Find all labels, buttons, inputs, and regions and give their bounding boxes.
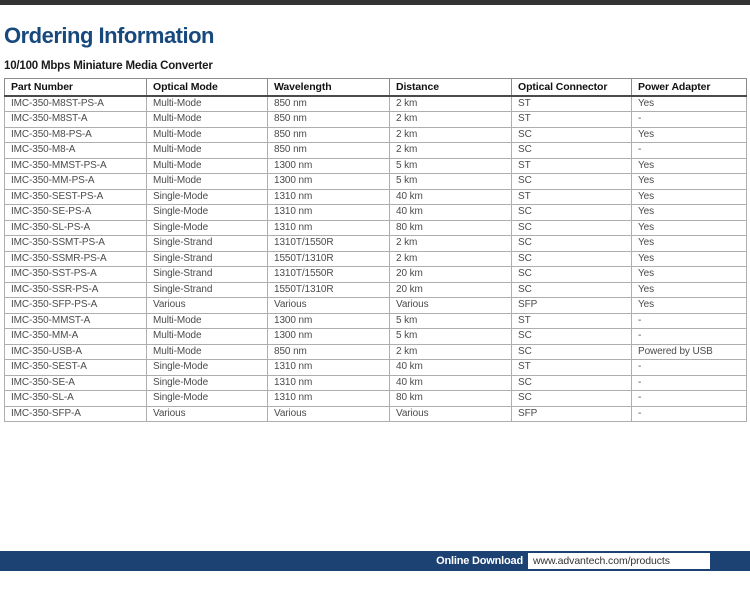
table-cell: 40 km: [390, 375, 512, 391]
table-cell: 2 km: [390, 112, 512, 128]
table-cell: 40 km: [390, 205, 512, 221]
top-bar: [0, 0, 750, 5]
table-cell: -: [632, 391, 747, 407]
table-cell: Multi-Mode: [147, 313, 268, 329]
table-cell: ST: [512, 189, 632, 205]
table-row: [5, 127, 747, 143]
table-row: [5, 174, 747, 190]
table-cell: 2 km: [390, 236, 512, 252]
table-cell: 40 km: [390, 360, 512, 376]
table-cell: 1310 nm: [268, 205, 390, 221]
table-cell: 1310 nm: [268, 189, 390, 205]
online-download-label: Online Download: [436, 555, 523, 567]
section-subtitle: 10/100 Mbps Miniature Media Converter: [4, 60, 213, 72]
table-cell: IMC-350-SSMR-PS-A: [5, 251, 147, 267]
table-cell: -: [632, 329, 747, 345]
table-cell: IMC-350-SL-A: [5, 391, 147, 407]
table-cell: 1310 nm: [268, 391, 390, 407]
table-cell: IMC-350-MM-PS-A: [5, 174, 147, 190]
table-cell: 1310T/1550R: [268, 236, 390, 252]
table-cell: IMC-350-SE-A: [5, 375, 147, 391]
table-cell: 1300 nm: [268, 174, 390, 190]
table-row: [5, 251, 747, 267]
table-cell: 5 km: [390, 329, 512, 345]
table-cell: 40 km: [390, 189, 512, 205]
table-cell: ST: [512, 360, 632, 376]
table-cell: Yes: [632, 298, 747, 314]
table-cell: Multi-Mode: [147, 143, 268, 159]
table-cell: Various: [390, 406, 512, 422]
table-cell: 850 nm: [268, 344, 390, 360]
table-cell: 2 km: [390, 143, 512, 159]
table-cell: Single-Mode: [147, 220, 268, 236]
table-cell: IMC-350-SFP-PS-A: [5, 298, 147, 314]
table-cell: 1310T/1550R: [268, 267, 390, 283]
column-header: Power Adapter: [632, 79, 747, 97]
table-cell: -: [632, 143, 747, 159]
table-cell: 5 km: [390, 158, 512, 174]
table-cell: Powered by USB: [632, 344, 747, 360]
table-cell: SC: [512, 282, 632, 298]
table-row: [5, 112, 747, 128]
table-cell: 20 km: [390, 282, 512, 298]
table-cell: -: [632, 375, 747, 391]
table-cell: SFP: [512, 406, 632, 422]
table-cell: 2 km: [390, 251, 512, 267]
table-cell: Yes: [632, 251, 747, 267]
table-row: [5, 205, 747, 221]
table-cell: 1550T/1310R: [268, 251, 390, 267]
table-cell: Various: [390, 298, 512, 314]
table-cell: Single-Mode: [147, 205, 268, 221]
table-row: [5, 360, 747, 376]
table-cell: 80 km: [390, 220, 512, 236]
table-row: [5, 406, 747, 422]
table-cell: IMC-350-MM-A: [5, 329, 147, 345]
table-cell: IMC-350-SL-PS-A: [5, 220, 147, 236]
table-cell: Yes: [632, 205, 747, 221]
table-cell: ST: [512, 96, 632, 112]
column-header: Optical Mode: [147, 79, 268, 97]
table-cell: Various: [147, 298, 268, 314]
table-cell: SC: [512, 267, 632, 283]
table-cell: Multi-Mode: [147, 112, 268, 128]
column-header: Wavelength: [268, 79, 390, 97]
table-row: [5, 189, 747, 205]
table-cell: Multi-Mode: [147, 96, 268, 112]
table-cell: SC: [512, 205, 632, 221]
table-cell: Multi-Mode: [147, 158, 268, 174]
table-cell: SC: [512, 391, 632, 407]
table-cell: Various: [147, 406, 268, 422]
table-cell: IMC-350-SSR-PS-A: [5, 282, 147, 298]
table-cell: Single-Mode: [147, 391, 268, 407]
table-cell: -: [632, 313, 747, 329]
table-cell: IMC-350-M8-PS-A: [5, 127, 147, 143]
table-cell: 1550T/1310R: [268, 282, 390, 298]
table-cell: SC: [512, 220, 632, 236]
table-cell: 1310 nm: [268, 360, 390, 376]
table-cell: SFP: [512, 298, 632, 314]
table-cell: Yes: [632, 267, 747, 283]
table-cell: -: [632, 406, 747, 422]
table-row: [5, 143, 747, 159]
table-row: [5, 344, 747, 360]
table-cell: 80 km: [390, 391, 512, 407]
table-cell: 2 km: [390, 344, 512, 360]
table-cell: Yes: [632, 158, 747, 174]
table-cell: ST: [512, 158, 632, 174]
table-cell: 850 nm: [268, 143, 390, 159]
table-cell: 5 km: [390, 313, 512, 329]
table-row: [5, 391, 747, 407]
table-cell: SC: [512, 236, 632, 252]
footer-bar: [0, 551, 750, 571]
table-cell: IMC-350-MMST-PS-A: [5, 158, 147, 174]
table-cell: 1300 nm: [268, 313, 390, 329]
table-cell: IMC-350-SE-PS-A: [5, 205, 147, 221]
table-row: [5, 96, 747, 112]
table-row: [5, 220, 747, 236]
table-cell: Yes: [632, 189, 747, 205]
table-cell: Multi-Mode: [147, 174, 268, 190]
table-cell: Various: [268, 406, 390, 422]
table-cell: -: [632, 112, 747, 128]
page-title: Ordering Information: [4, 23, 214, 48]
table-cell: Various: [268, 298, 390, 314]
table-cell: IMC-350-MMST-A: [5, 313, 147, 329]
table-cell: 5 km: [390, 174, 512, 190]
table-cell: Yes: [632, 96, 747, 112]
table-cell: 850 nm: [268, 96, 390, 112]
table-row: [5, 313, 747, 329]
table-body: [5, 96, 747, 422]
table-row: [5, 282, 747, 298]
table-cell: SC: [512, 344, 632, 360]
table-row: [5, 298, 747, 314]
table-cell: Single-Strand: [147, 282, 268, 298]
table-cell: IMC-350-SFP-A: [5, 406, 147, 422]
table-cell: SC: [512, 127, 632, 143]
table-cell: IMC-350-SST-PS-A: [5, 267, 147, 283]
table-cell: IMC-350-USB-A: [5, 344, 147, 360]
table-cell: 850 nm: [268, 127, 390, 143]
table-cell: ST: [512, 112, 632, 128]
table-cell: Yes: [632, 220, 747, 236]
table-cell: SC: [512, 329, 632, 345]
table-row: [5, 267, 747, 283]
table-cell: Single-Mode: [147, 375, 268, 391]
column-header: Distance: [390, 79, 512, 97]
column-header: Optical Connector: [512, 79, 632, 97]
table-cell: SC: [512, 174, 632, 190]
table-cell: Yes: [632, 282, 747, 298]
table-cell: SC: [512, 375, 632, 391]
table-cell: IMC-350-M8ST-A: [5, 112, 147, 128]
column-header: Part Number: [5, 79, 147, 97]
table-row: [5, 375, 747, 391]
table-cell: Single-Strand: [147, 267, 268, 283]
table-cell: ST: [512, 313, 632, 329]
table-cell: Single-Strand: [147, 236, 268, 252]
ordering-table: [4, 78, 747, 422]
table-cell: SC: [512, 143, 632, 159]
table-cell: Single-Mode: [147, 189, 268, 205]
table-cell: Single-Strand: [147, 251, 268, 267]
table-cell: -: [632, 360, 747, 376]
table-cell: Single-Mode: [147, 360, 268, 376]
table-cell: 1300 nm: [268, 329, 390, 345]
table-cell: Multi-Mode: [147, 127, 268, 143]
table-cell: 1310 nm: [268, 375, 390, 391]
table-cell: Yes: [632, 236, 747, 252]
table-cell: 2 km: [390, 96, 512, 112]
table-cell: Multi-Mode: [147, 344, 268, 360]
table-cell: 1300 nm: [268, 158, 390, 174]
table-cell: 850 nm: [268, 112, 390, 128]
table-cell: IMC-350-M8ST-PS-A: [5, 96, 147, 112]
download-url-link[interactable]: [528, 553, 710, 569]
table-cell: 2 km: [390, 127, 512, 143]
table-header-row: [5, 79, 747, 97]
table-cell: Yes: [632, 127, 747, 143]
table-cell: Yes: [632, 174, 747, 190]
table-row: [5, 236, 747, 252]
table-row: [5, 158, 747, 174]
table-cell: 1310 nm: [268, 220, 390, 236]
table-cell: IMC-350-SEST-A: [5, 360, 147, 376]
table-row: [5, 329, 747, 345]
table-cell: IMC-350-M8-A: [5, 143, 147, 159]
table-cell: 20 km: [390, 267, 512, 283]
table-cell: Multi-Mode: [147, 329, 268, 345]
table-cell: SC: [512, 251, 632, 267]
download-url-text: www.advantech.com/products: [533, 555, 670, 567]
table-cell: IMC-350-SEST-PS-A: [5, 189, 147, 205]
table-cell: IMC-350-SSMT-PS-A: [5, 236, 147, 252]
